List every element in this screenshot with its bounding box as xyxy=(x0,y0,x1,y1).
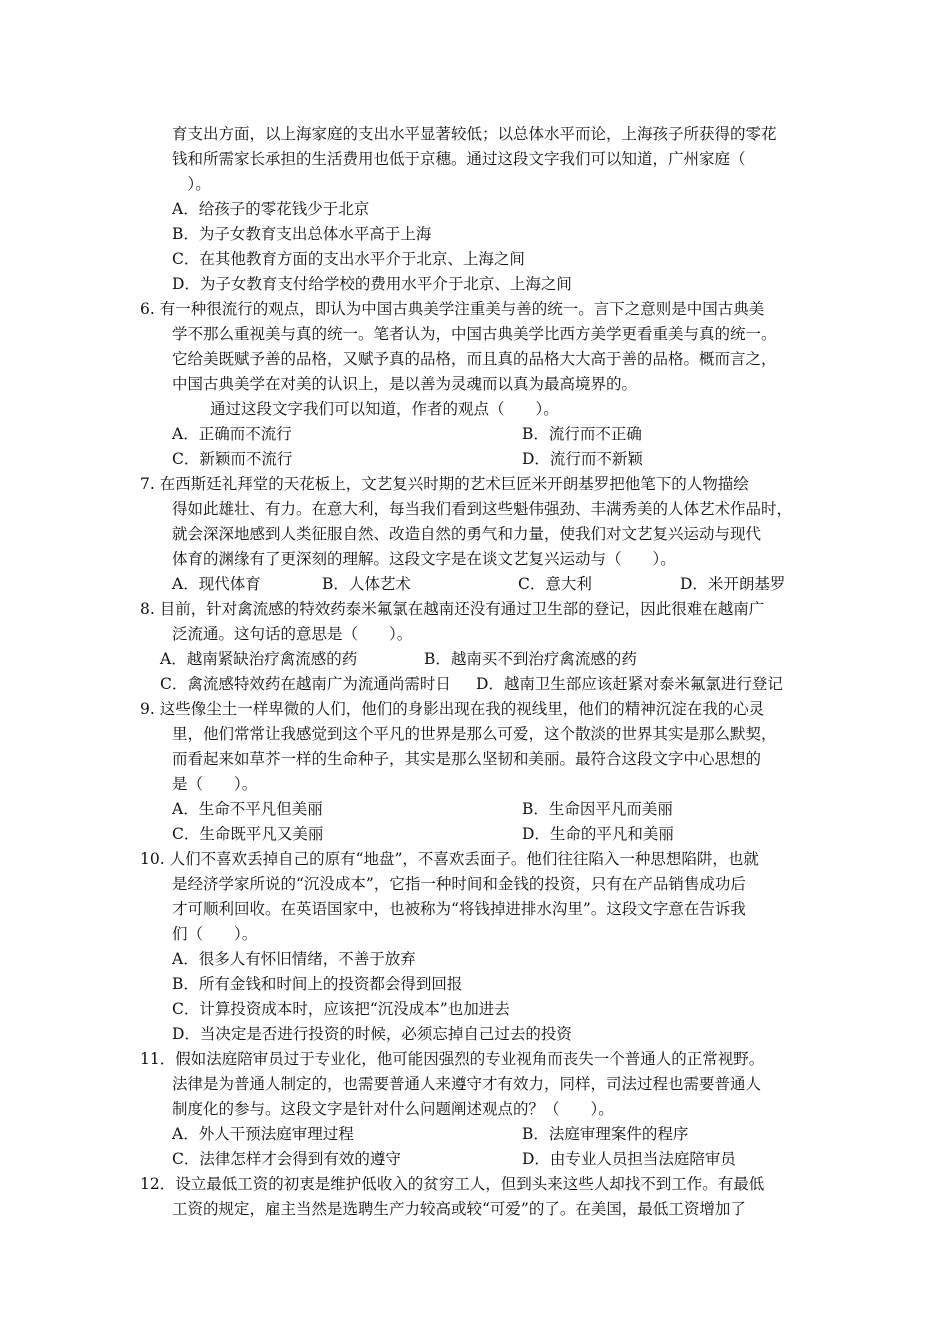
q11-line-2: 法律是为普通人制定的，也需要普通人来遵守才有效力，同样，司法过程也需要普通人 xyxy=(172,1075,762,1093)
q9-option-a: A．生命不平凡但美丽 xyxy=(172,800,323,818)
q8-option-b: B．越南买不到治疗禽流感的药 xyxy=(424,650,637,668)
q8-line-1: 8. 目前，针对禽流感的特效药泰米氟氯在越南还没有通过卫生部的登记，因此很难在越南广 xyxy=(140,600,765,618)
q11-line-1: 11．假如法庭陪审员过于专业化，他可能因强烈的专业视角而丧失一个普通人的正常视野。 xyxy=(140,1050,765,1068)
q10-line-3: 才可顺利回收。在英语国家中，也被称为“将钱掉进排水沟里”。这段文字意在告诉我 xyxy=(172,900,746,918)
q7-line-4: 体育的渊缘有了更深刻的理解。这段文字是在谈文艺复兴运动与（ ）。 xyxy=(172,550,676,568)
q6-line-1: 6. 有一种很流行的观点，即认为中国古典美学注重美与善的统一。言下之意则是中国古典美 xyxy=(140,300,765,318)
q7-line-3: 就会深深地感到人类征服自然、改造自然的勇气和力量，使我们对文艺复兴运动与现代 xyxy=(172,525,762,543)
q9-line-1: 9. 这些像尘土一样卑微的人们，他们的身影出现在我的视线里，他们的精神沉淀在我的心灵 xyxy=(140,700,765,718)
q8-option-d: D．越南卫生部应该赶紧对泰米氟氯进行登记 xyxy=(476,675,783,693)
q7-option-a: A．现代体育 xyxy=(172,575,261,593)
q10-option-d: D．当决定是否进行投资的时候，必须忘掉自己过去的投资 xyxy=(172,1025,572,1043)
q10-line-2: 是经济学家所说的“沉没成本”，它指一种时间和金钱的投资，只有在产品销售成功后 xyxy=(172,875,746,893)
q10-option-b: B．所有金钱和时间上的投资都会得到回报 xyxy=(172,975,463,993)
q11-line-3: 制度化的参与。这段文字是针对什么问题阐述观点的？（ ）。 xyxy=(172,1100,614,1118)
q6-option-c: C．新颖而不流行 xyxy=(172,450,293,468)
q12-line-1: 12．设立最低工资的初衷是维护低收入的贫穷工人，但到头来这些人却找不到工作。有最低 xyxy=(140,1175,765,1193)
q6-line-4: 中国古典美学在对美的认识上，是以善为灵魂而以真为最高境界的。 xyxy=(172,375,638,393)
q11-option-c: C．法律怎样才会得到有效的遵守 xyxy=(172,1150,401,1168)
q10-option-a: A．很多人有怀旧情绪，不善于放弃 xyxy=(172,950,416,968)
q5-line-1: 育支出方面，以上海家庭的支出水平显著较低；以总体水平而论，上海孩子所获得的零花 xyxy=(172,125,777,143)
q8-option-a: A．越南紧缺治疗禽流感的药 xyxy=(160,650,358,668)
q5-option-c: C．在其他教育方面的支出水平介于北京、上海之间 xyxy=(172,250,525,268)
q6-option-a: A．正确而不流行 xyxy=(172,425,292,443)
q10-line-4: 们（ ）。 xyxy=(172,925,258,943)
q7-option-c: C．意大利 xyxy=(518,575,592,593)
q9-option-b: B．生命因平凡而美丽 xyxy=(522,800,673,818)
q8-option-c: C．禽流感特效药在越南广为流通尚需时日 xyxy=(160,675,451,693)
q6-prompt: 通过这段文字我们可以知道，作者的观点（ ）。 xyxy=(210,400,559,418)
q11-option-a: A．外人干预法庭审理过程 xyxy=(172,1125,354,1143)
q5-line-2: 钱和所需家长承担的生活费用也低于京穗。通过这段文字我们可以知道，广州家庭（ xyxy=(172,150,746,168)
q9-option-c: C．生命既平凡又美丽 xyxy=(172,825,324,843)
q7-line-2: 得如此雄壮、有力。在意大利，每当我们看到这些魁伟强劲、丰满秀美的人体艺术作品时， xyxy=(172,500,793,518)
q5-option-a: A．给孩子的零花钱少于北京 xyxy=(172,200,370,218)
q7-option-b: B．人体艺术 xyxy=(322,575,411,593)
q5-line-3: ）。 xyxy=(172,175,211,193)
q10-option-c: C．计算投资成本时，应该把“沉没成本”也加进去 xyxy=(172,1000,510,1018)
q11-option-b: B．法庭审理案件的程序 xyxy=(522,1125,689,1143)
q8-line-2: 泛流通。这句话的意思是（ ）。 xyxy=(172,625,413,643)
q12-line-2: 工资的规定，雇主当然是选聘生产力较高或较“可爱”的了。在美国，最低工资增加了 xyxy=(172,1200,746,1218)
q5-option-d: D．为子女教育支付给学校的费用水平介于北京、上海之间 xyxy=(172,275,572,293)
q9-line-4: 是（ ）。 xyxy=(172,775,258,793)
q11-option-d: D．由专业人员担当法庭陪审员 xyxy=(522,1150,736,1168)
q5-option-b: B．为子女教育支出总体水平高于上海 xyxy=(172,225,432,243)
q9-line-2: 里，他们常常让我感觉到这个平凡的世界是那么可爱，这个散淡的世界其实是那么默契， xyxy=(172,725,777,743)
q6-line-2: 学不那么重视美与真的统一。笔者认为，中国古典美学比西方美学更看重美与真的统一。 xyxy=(172,325,777,343)
q9-option-d: D．生命的平凡和美丽 xyxy=(522,825,674,843)
q7-option-d: D．米开朗基罗 xyxy=(680,575,786,593)
q9-line-3: 而看起来如草芥一样的生命种子，其实是那么坚韧和美丽。最符合这段文字中心思想的 xyxy=(172,750,762,768)
q6-option-b: B．流行而不正确 xyxy=(522,425,642,443)
q6-option-d: D．流行而不新颖 xyxy=(522,450,643,468)
q10-line-1: 10. 人们不喜欢丢掉自己的原有“地盘”，不喜欢丢面子。他们往往陷入一种思想陷阱，也就 xyxy=(140,850,759,868)
q7-line-1: 7. 在西斯廷礼拜堂的天花板上，文艺复兴时期的艺术巨匠米开朗基罗把他笔下的人物描绘 xyxy=(140,475,749,493)
q6-line-3: 它给美既赋予善的品格，又赋予真的品格，而且真的品格大大高于善的品格。概而言之， xyxy=(172,350,777,368)
